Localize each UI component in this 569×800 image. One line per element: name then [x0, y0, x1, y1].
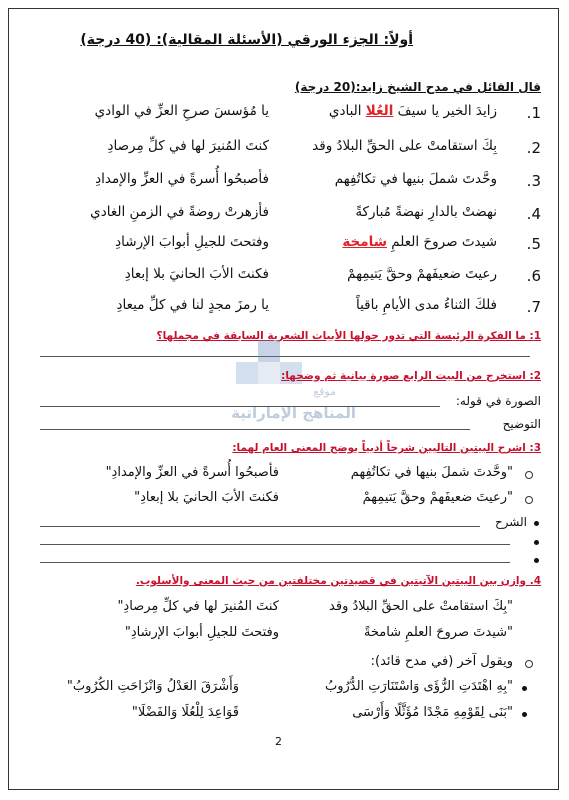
- poem-first-hemistich: وحَّدتَ شملَ بنيها في تكاتُفِهم: [334, 171, 497, 187]
- q4-other-second-hemistich: وَأَشْرَقَ العَدْلُ وَانْزَاحَتِ الكُرُوبُ": [66, 679, 239, 694]
- poem-second-hemistich: يا مُؤسسَ صرحِ العزِّ في الوادي: [94, 103, 269, 119]
- q4-other-first-hemistich: "بَنَى لِقَوْمِهِ مَجْدًا مُؤَثَّلًا وَأَرْسَى: [352, 705, 513, 720]
- poem-line-number: 6.: [526, 267, 541, 285]
- poem-line-number: 4.: [526, 205, 541, 223]
- poem-line-number: 3.: [526, 172, 541, 190]
- page-title: أولاً: الجزء الورقي (الأسئلة المقالية): (40 درجة): [80, 32, 413, 48]
- section-intro: قال القائل في مدح الشيخ زايد:(20 درجة): [294, 80, 541, 94]
- poem-second-hemistich: فأزهرتْ روضةً في الزمنِ الغادي: [90, 204, 269, 220]
- poem-second-hemistich: وفتحتَ للجيلِ أبوابَ الإرشادِ: [115, 234, 269, 250]
- poem-second-hemistich: يا رمزَ مجدٍ لنا في كلِّ ميعادِ: [116, 297, 269, 313]
- poem-first-hemistich: رعيتَ ضعيفَهمْ وحقَّ يَتيمِهمْ: [347, 266, 497, 282]
- highlighted-word: شامخة: [342, 234, 387, 250]
- image-label: الصورة في قوله:: [455, 394, 541, 408]
- q4-other-label: ويقول آخر (في مدح قائد):: [370, 654, 513, 669]
- q3-first-hemistich: "وحَّدتَ شملَ بنيها في تكاتُفِهم: [350, 465, 513, 480]
- list-circle-icon: [525, 660, 533, 668]
- q4-first-hemistich: "بِكَ استقامتْ على الحقِّ البلادُ وقد: [329, 599, 513, 614]
- poem-line-number: 1.: [526, 104, 541, 122]
- poem-second-hemistich: فأصبحُوا أُسرةً في العزِّ والإمدادِ: [95, 171, 269, 187]
- watermark-square: [258, 340, 280, 362]
- watermark-square: [236, 362, 258, 384]
- question-2: 2: استخرج من البيت الرابع صورة بيانية ثم وضحها:: [281, 370, 541, 382]
- poem-second-hemistich: فكنتَ الأبَ الحانيَ بلا إبعادِ: [124, 266, 269, 282]
- poem-line-number: 7.: [526, 298, 541, 316]
- q3-second-hemistich: فكنتَ الأبَ الحانيَ بلا إبعادِ": [134, 490, 279, 505]
- answer-line[interactable]: [40, 544, 510, 545]
- q4-first-hemistich: "شيدتَ صروحَ العلمِ شامخةً: [363, 625, 513, 640]
- bullet-dot-icon: [522, 712, 527, 717]
- poem-first-hemistich: نهضتْ بالدارِ نهضةً مُباركةً: [355, 204, 497, 220]
- explain-label: التوضيح: [502, 417, 541, 431]
- q4-other-second-hemistich: قَوَاعِدَ لِلْعُلَا وَالفَضْلَا": [131, 705, 239, 720]
- answer-line[interactable]: [40, 429, 470, 430]
- poem-first-hemistich: شيدتَ صروحَ العلمِ شامخة: [342, 234, 497, 250]
- watermark-line1: موقع: [313, 385, 336, 398]
- question-1: 1: ما الفكرة الرئيسة التي تدور حولها الأبيات الشعرية السابقة في مجملها؟: [156, 330, 541, 342]
- watermark-line2: المناهج الإماراتية: [231, 404, 356, 422]
- answer-line[interactable]: [40, 526, 480, 527]
- watermark-square: [258, 362, 280, 384]
- bullet-dot-icon: [534, 540, 539, 545]
- poem-first-hemistich: بِكَ استقامتْ على الحقِّ البلادُ وقد: [312, 138, 497, 154]
- poem-first-hemistich: زايدَ الخير يا سيفَ العُلا البادي: [328, 103, 497, 119]
- bullet-dot-icon: [522, 686, 527, 691]
- bullet-dot-icon: [534, 521, 539, 526]
- watermark-logo: [216, 340, 366, 430]
- list-circle-icon: [525, 471, 533, 479]
- q3-explain-label: الشرح: [494, 515, 527, 529]
- bullet-dot-icon: [534, 558, 539, 563]
- q3-second-hemistich: فأصبحُوا أُسرةً في العزِّ والإمدادِ": [105, 465, 279, 480]
- page-number: 2: [275, 735, 282, 748]
- q4-second-hemistich: وفتحتَ للجيلِ أبوابَ الإرشادِ": [124, 625, 279, 640]
- list-circle-icon: [525, 496, 533, 504]
- answer-line[interactable]: [40, 562, 510, 563]
- poem-line-number: 5.: [526, 235, 541, 253]
- poem-line-number: 2.: [526, 139, 541, 157]
- answer-line[interactable]: [40, 406, 440, 407]
- highlighted-word: العُلا: [365, 103, 394, 119]
- poem-first-hemistich: فلكَ الثناءُ مدى الأيامِ باقياً: [355, 297, 497, 313]
- poem-second-hemistich: كنتَ المُنيرَ لها في كلِّ مِرصادِ: [107, 138, 269, 154]
- question-4: 4. وازن بين البيتين الآتيتين في قصيدتين مختلفتين من حيث المعنى والأسلوب.: [135, 575, 541, 587]
- q3-first-hemistich: "رعيتَ ضعيفَهمْ وحقَّ يَتيمِهمْ: [362, 490, 513, 505]
- q4-second-hemistich: كنتَ المُنيرَ لها في كلِّ مِرصادِ": [117, 599, 279, 614]
- q4-other-first-hemistich: "بِهِ اهْتَدَتِ الرُّؤَى وَاسْتَنَارَتِ الدُّرُوبُ: [324, 679, 513, 694]
- question-3: 3: اشرح البيتين التاليين شرحاً أدبياً يوضح المعنى العام لهما:: [232, 442, 541, 454]
